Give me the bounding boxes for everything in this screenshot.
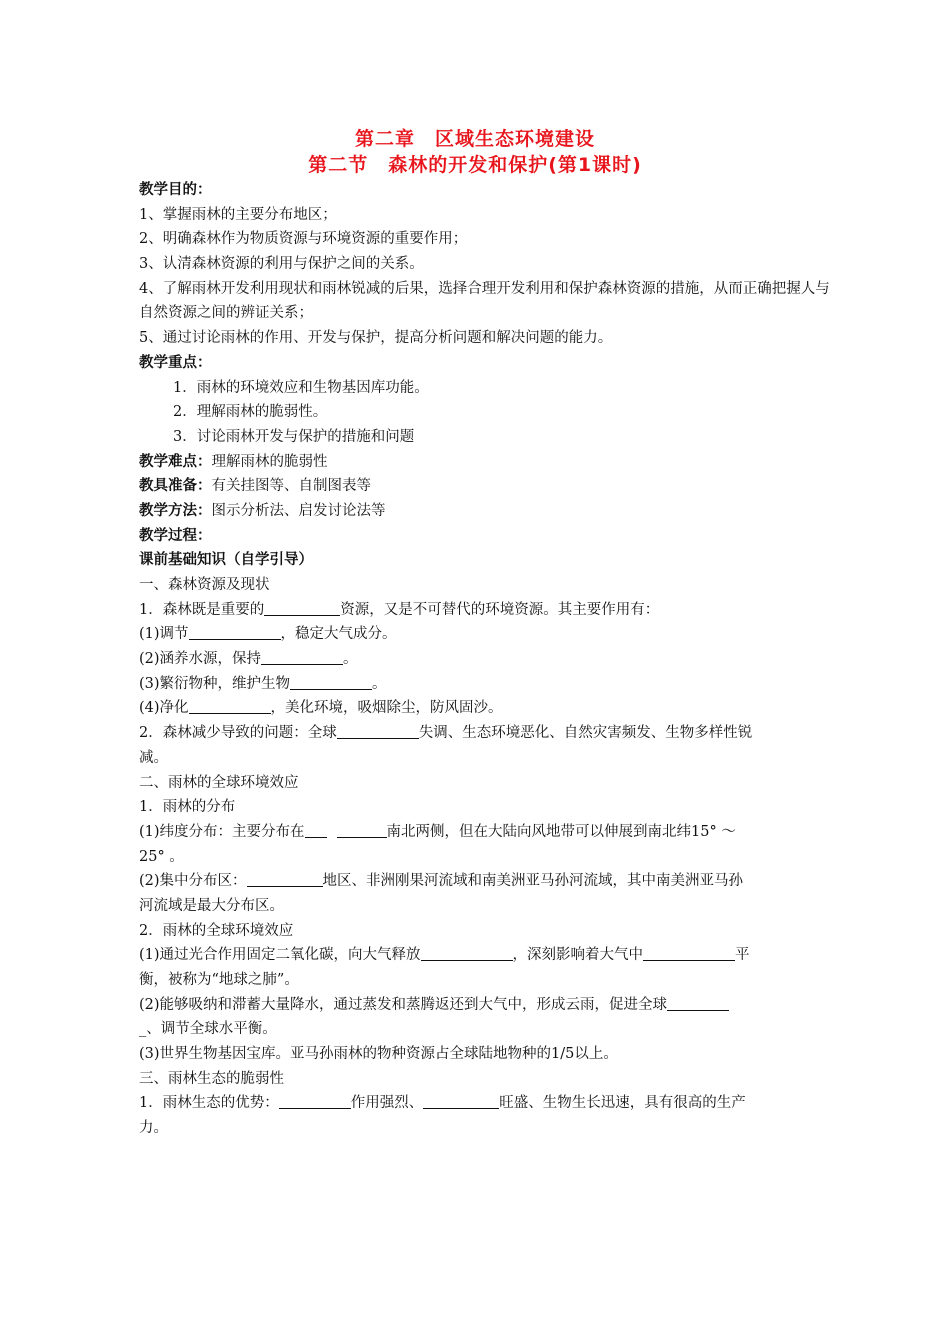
answer-blank[interactable]	[667, 995, 729, 1011]
continuation: 减。	[139, 749, 168, 766]
text: 1．森林既是重要的	[139, 601, 265, 618]
key-point-item: 1．雨林的环境效应和生物基因库功能。	[173, 379, 429, 396]
answer-blank[interactable]	[189, 624, 281, 640]
answer-blank[interactable]	[279, 1093, 351, 1109]
section-2-heading: 二、雨林的全球环境效应	[139, 774, 299, 791]
objective-item: 4、了解雨林开发利用现状和雨林锐减的后果，选择合理开发利用和保护森林资源的措施，从而正确把握人与自然资源之间的辨证关系；	[139, 280, 830, 322]
methods-text: 图示分析法、启发讨论法等	[211, 502, 386, 519]
key-point-item: 3．讨论雨林开发与保护的措施和问题	[173, 428, 415, 445]
text: (3)繁衍物种，维护生物	[139, 675, 291, 692]
process-heading: 教学过程：	[139, 527, 212, 544]
text: ，深刻影响着大气中	[512, 947, 644, 964]
text: 平	[735, 947, 750, 964]
text: (1)纬度分布：主要分布在	[139, 823, 305, 840]
answer-blank[interactable]	[421, 945, 513, 961]
answer-blank[interactable]	[305, 822, 327, 838]
objective-item: 2、明确森林作为物质资源与环境资源的重要作用；	[139, 231, 468, 248]
continuation: _、调节全球水平衡。	[139, 1021, 277, 1038]
answer-blank[interactable]	[423, 1093, 499, 1109]
fill-question	[139, 993, 844, 1018]
text: 资源，又是不可替代的环境资源。其主要作用有：	[340, 601, 660, 618]
text: (2)涵养水源，保持	[139, 651, 262, 668]
fill-question	[139, 672, 844, 697]
prestudy-heading: 课前基础知识（自学引导）	[139, 552, 313, 569]
text: (4)净化	[139, 700, 189, 717]
methods-label: 教学方法：	[139, 502, 212, 519]
section-title: 第二节 森林的开发和保护(第1课时)	[308, 154, 642, 176]
objective-item: 3、认清森林资源的利用与保护之间的关系。	[139, 256, 424, 273]
key-point-item: 2．理解雨林的脆弱性。	[173, 404, 328, 421]
answer-blank[interactable]	[261, 649, 343, 665]
difficulty-line	[139, 450, 844, 475]
tools-text: 有关挂图等、自制图表等	[211, 478, 371, 495]
text: 1．雨林生态的优势：	[139, 1095, 279, 1112]
statement: (3)世界生物基因宝库。亚马孙雨林的物种资源占全球陆地物种的1/5以上。	[139, 1046, 618, 1063]
fill-question	[139, 1091, 844, 1116]
objective-item: 1、掌握雨林的主要分布地区；	[139, 206, 337, 223]
continuation: 河流域是最大分布区。	[139, 897, 284, 914]
answer-blank[interactable]	[247, 871, 323, 887]
tools-line	[139, 474, 844, 499]
answer-blank[interactable]	[290, 674, 372, 690]
fill-question	[139, 598, 844, 623]
section-3-heading: 三、雨林生态的脆弱性	[139, 1070, 284, 1087]
fill-question	[139, 820, 844, 845]
answer-blank[interactable]	[337, 822, 387, 838]
text: 失调、生态环境恶化、自然灾害频发、生物多样性锐	[418, 725, 753, 742]
difficulty-label: 教学难点：	[139, 453, 212, 470]
text: 旺盛、生物生长迅速，具有很高的生产	[499, 1095, 746, 1112]
key-points-heading: 教学重点：	[139, 354, 212, 371]
fill-question	[139, 647, 844, 672]
subheading: 1．雨林的分布	[139, 799, 236, 816]
text: 。	[372, 675, 387, 692]
text: 作用强烈、	[350, 1095, 424, 1112]
text: (2)能够吸纳和滞蓄大量降水，通过蒸发和蒸腾返还到大气中，形成云雨，促进全球	[139, 996, 668, 1013]
fill-question	[139, 943, 844, 968]
continuation: 力。	[139, 1120, 168, 1137]
fill-question	[139, 721, 844, 746]
text: (1)调节	[139, 626, 189, 643]
text: ，美化环境，吸烟除尘，防风固沙。	[270, 700, 503, 717]
text: ，稳定大气成分。	[280, 626, 397, 643]
text: 地区、非洲刚果河流域和南美洲亚马孙河流域，其中南美洲亚马孙	[322, 873, 744, 890]
answer-blank[interactable]	[643, 945, 735, 961]
answer-blank[interactable]	[264, 600, 340, 616]
section-1-heading: 一、森林资源及现状	[139, 577, 270, 594]
objectives-heading: 教学目的：	[139, 182, 212, 198]
text: 。	[343, 651, 358, 668]
methods-line	[139, 499, 844, 524]
chapter-title: 第二章 区域生态环境建设	[354, 128, 595, 150]
document-body	[139, 178, 844, 1141]
answer-blank[interactable]	[189, 698, 271, 714]
tools-label: 教具准备：	[139, 478, 212, 495]
fill-question	[139, 696, 844, 721]
objective-item: 5、通过讨论雨林的作用、开发与保护，提高分析问题和解决问题的能力。	[139, 330, 613, 347]
text: 南北两侧，但在大陆向风地带可以伸展到南北纬15° ～	[386, 823, 736, 840]
text: (1)通过光合作用固定二氧化碳，向大气释放	[139, 947, 421, 964]
subheading: 2．雨林的全球环境效应	[139, 922, 294, 939]
answer-blank[interactable]	[337, 723, 419, 739]
text: (2)集中分布区：	[139, 873, 247, 890]
text: 2．森林减少导致的问题：全球	[139, 725, 337, 742]
fill-question	[139, 622, 844, 647]
continuation: 衡，被称为“地球之肺”。	[139, 972, 299, 989]
continuation: 25° 。	[139, 848, 184, 865]
fill-question	[139, 869, 844, 894]
difficulty-text: 理解雨林的脆弱性	[211, 453, 328, 470]
